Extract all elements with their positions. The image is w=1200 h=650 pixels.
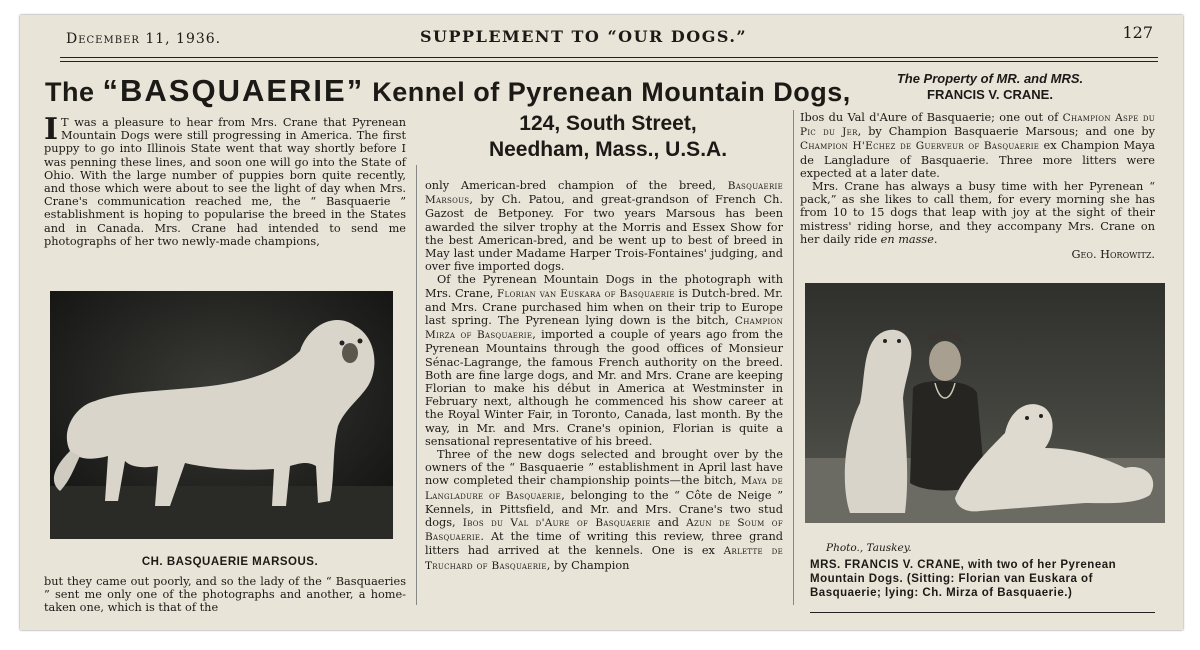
c2-p3-dogname-1: Maya de Langladure of Basquaerie	[425, 475, 783, 502]
c2-p3-text-a: Three of the new dogs selected and brought over by the owners of the “ Basquaerie ” establishment in April last have now completed their championship points—the bitch,	[425, 448, 783, 488]
c2-p2-text-b: is Dutch-bred. Mr. and Mrs. Crane purchased him when on their trip to Europe last spring. The Pyrenean lying down is the bitch,	[425, 286, 783, 328]
c3-p1-text-b: , by Champion Basquaerie Marsous; and one by	[857, 125, 1156, 139]
column-divider-2	[793, 110, 794, 605]
c2-p3-dogname-3: Azun de Soum of Basquaerie	[425, 517, 783, 544]
property-line-1: The Property of MR. and MRS.	[896, 71, 1084, 86]
column-3-text	[800, 111, 1155, 261]
c3-p1-dogname-1: Champion Aspe du Pic du Jer	[800, 112, 1155, 139]
c2-p1-dogname: Basquaerie Marsous	[425, 180, 783, 207]
address-line-1: 124, South Street,	[519, 112, 697, 135]
column-1-bottom-text	[44, 575, 406, 615]
c3-p1-text-a: Ibos du Val d'Aure of Basquaerie; one out of	[800, 111, 1063, 124]
c3-p1-text-c: ex Champion Maya de Langladure of Basquaerie. Three more litters were expected at a later date.	[800, 139, 1155, 180]
c3-p2-italic: en masse	[880, 232, 934, 246]
column-1-text	[44, 112, 406, 248]
column-divider-1	[416, 165, 417, 605]
column-1-bottom-paragraph: but they came out poorly, and so the lady of the “ Basquaeries ” sent me only one of the photographs and another, a home-taken one, which is that of the	[44, 575, 406, 615]
c3-p2-text-a: Mrs. Crane has always a busy time with her Pyrenean “ pack,” as she likes to call them, for every morning she has from 10 to 15 dogs that leap with joy at the sight of their mistress' riding horse, and they accompany Mrs. Crane on her daily ride	[800, 180, 1155, 246]
c2-p1-text-a: only American-bred champion of the breed,	[425, 179, 728, 192]
footer-rule	[810, 612, 1155, 613]
column-2-text	[425, 179, 783, 573]
property-line-2: FRANCIS V. CRANE.	[927, 87, 1053, 102]
article-headline	[45, 73, 851, 109]
page-header	[20, 25, 1183, 47]
c2-p2-dogname-1: Florian van Euskara of Basquaerie	[497, 287, 675, 300]
headline-prefix: The	[45, 77, 103, 107]
c2-p1-text-b: , by Ch. Patou, and great-grandson of French Ch. Gazost de Betponey. For two years Marsous has been awarded the silver trophy at the Morris and Essex Show for the best American-bred, and be went up to best of breed in May last under Madame Harper Trois-Fontaines' judging, and over five imported dogs.	[425, 193, 783, 274]
c2-p2-text-c: , imported a couple of years ago from the Pyrenean Mountains through the good offices of Monsieur Sénac-Lagrange, the famous French authority on the breed. Both are fine large dogs, and Mr. and Mrs. Crane are keeping Florian to make his début in America at Westminster in February next, although he commenced his show career at the Royal Winter Fair, in Toronto, Canada, last month. By the way, in Mr. and Mrs. Crane's opinion, Florian is quite a sensational representative of his breed.	[425, 328, 783, 448]
caption-mrs-crane: MRS. FRANCIS V. CRANE, with two of her Pyrenean Mountain Dogs. (Sitting: Florian van Euskara of Basquaerie; lying: Ch. Mirza of Basquaerie.)	[810, 559, 1117, 599]
photo-marsous	[50, 291, 393, 539]
column-1-paragraph: T was a pleasure to hear from Mrs. Crane that Pyrenean Mountain Dogs were still progressing in America. The first puppy to go into Illinois State went that way shortly before I was penning these lines, and soon one will go into the State of Ohio. With the large number of puppies born quite recently, and those which were about to see the light of day when Mrs. Crane's communication reached me, the “ Basquaerie ” establishment is hoping to popularise the breed in the States and in Canada. Mrs. Crane had intended to send me photographs of her two newly-made champions,	[44, 116, 406, 248]
c2-p2-dogname-2: Champion Mirza of Basquaerie	[425, 315, 783, 342]
supplement-title: SUPPLEMENT TO “OUR DOGS.”	[420, 27, 748, 46]
kennel-address	[448, 111, 768, 163]
header-rule-bottom	[60, 61, 1158, 62]
c3-p2-text-b: .	[933, 232, 938, 246]
c2-p3-text-e: , by Champion	[546, 558, 630, 572]
photo-credit: Photo., Tauskey.	[826, 542, 912, 554]
photo-mrs-crane-with-dogs	[805, 283, 1165, 523]
address-line-2: Needham, Mass., U.S.A.	[488, 138, 728, 161]
c3-p1-dogname-2: Champion H'Echez de Guerveur of Basquaerie	[800, 140, 1040, 153]
article-signature: Geo. Horowitz.	[1071, 248, 1155, 262]
property-line	[880, 71, 1100, 103]
headline-kennel-name: “BASQUAERIE”	[102, 73, 365, 108]
c2-p3-text-c: and	[650, 516, 687, 530]
drop-cap: I	[44, 112, 59, 147]
c2-p3-dogname-2: Ibos du Val d'Aure of Basquaerie	[462, 517, 651, 530]
issue-date: December 11, 1936.	[66, 31, 222, 47]
header-rule-top	[60, 57, 1158, 58]
newspaper-page	[20, 15, 1183, 630]
c2-p3-dogname-4: Arlette de Truchard of Basquaerie	[425, 545, 784, 572]
c2-p2-text-a: Of the Pyrenean Mountain Dogs in the photograph with Mrs. Crane,	[425, 273, 783, 300]
page-number: 127	[1122, 23, 1153, 42]
c2-p3-text-b: , belonging to the “ Côte de Neige ” Kennels, in Pittsfield, and Mr. and Mrs. Crane's two stud dogs,	[425, 488, 783, 530]
caption-marsous: CH. BASQUAERIE MARSOUS.	[141, 556, 319, 568]
c2-p3-text-d: . At the time of writing this review, three grand litters had arrived at the kennels. One is ex	[425, 530, 783, 558]
headline-suffix: Kennel of Pyrenean Mountain Dogs,	[364, 77, 851, 107]
